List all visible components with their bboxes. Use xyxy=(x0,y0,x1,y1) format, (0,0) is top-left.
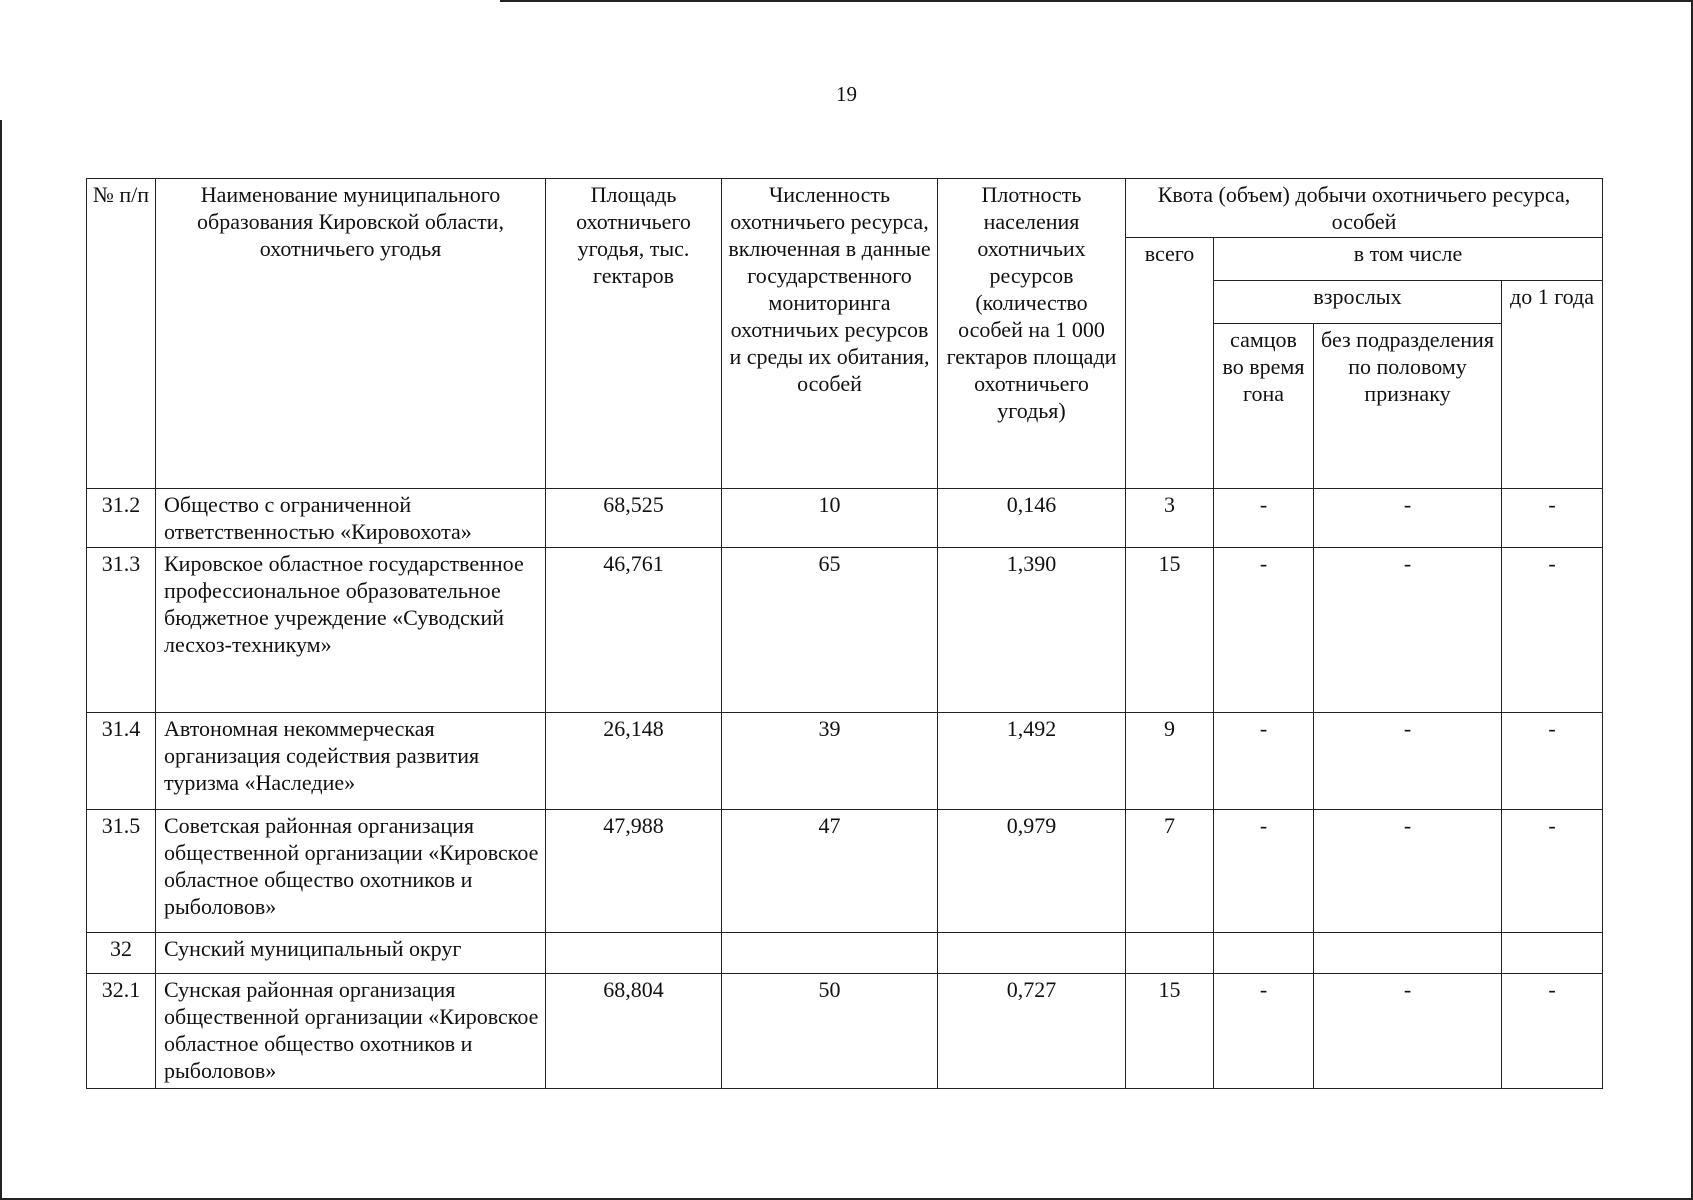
cell-total: 7 xyxy=(1126,810,1214,933)
cell-males-rut: - xyxy=(1214,713,1314,810)
cell-males-rut xyxy=(1214,933,1314,974)
cell-no-sex: - xyxy=(1314,548,1502,713)
cell-males-rut: - xyxy=(1214,489,1314,548)
cell-name: Кировское областное государственное профессиональное образовательное бюджетное учреждение «Суводский лесхоз-техникум» xyxy=(156,548,546,713)
cell-no-sex xyxy=(1314,933,1502,974)
cell-density: 0,727 xyxy=(938,974,1126,1089)
cell-no-sex: - xyxy=(1314,713,1502,810)
cell-total: 3 xyxy=(1126,489,1214,548)
cell-num: 32.1 xyxy=(87,974,156,1089)
cell-population: 65 xyxy=(722,548,938,713)
cell-under-one: - xyxy=(1502,548,1603,713)
header-including: в том числе xyxy=(1214,238,1603,281)
header-adults: взрослых xyxy=(1214,281,1502,324)
cell-no-sex: - xyxy=(1314,810,1502,933)
cell-under-one: - xyxy=(1502,974,1603,1089)
cell-population: 10 xyxy=(722,489,938,548)
cell-area: 46,761 xyxy=(546,548,722,713)
scan-border-top xyxy=(500,0,1693,2)
table-header xyxy=(87,179,1603,489)
cell-no-sex: - xyxy=(1314,489,1502,548)
cell-population xyxy=(722,933,938,974)
cell-no-sex: - xyxy=(1314,974,1502,1089)
header-total: всего xyxy=(1126,238,1214,489)
cell-males-rut: - xyxy=(1214,810,1314,933)
header-area: Площадь охотничьего угодья, тыс. гектаров xyxy=(546,179,722,489)
cell-num: 32 xyxy=(87,933,156,974)
cell-name: Сунский муниципальный округ xyxy=(156,933,546,974)
cell-males-rut: - xyxy=(1214,548,1314,713)
cell-density: 0,979 xyxy=(938,810,1126,933)
cell-area: 68,525 xyxy=(546,489,722,548)
header-quota: Квота (объем) добычи охотничьего ресурса, особей xyxy=(1126,179,1603,238)
table-row xyxy=(87,713,1603,810)
cell-area xyxy=(546,933,722,974)
cell-area: 26,148 xyxy=(546,713,722,810)
cell-density: 1,492 xyxy=(938,713,1126,810)
table-row xyxy=(87,548,1603,713)
table-row xyxy=(87,810,1603,933)
cell-name: Автономная некоммерческая организация содействия развития туризма «Наследие» xyxy=(156,713,546,810)
cell-num: 31.3 xyxy=(87,548,156,713)
cell-population: 47 xyxy=(722,810,938,933)
cell-name: Общество с ограниченной ответственностью «Кировохота» xyxy=(156,489,546,548)
cell-population: 50 xyxy=(722,974,938,1089)
cell-num: 31.2 xyxy=(87,489,156,548)
page-number: 19 xyxy=(836,82,857,106)
cell-name: Сунская районная организация общественной организации «Кировское областное общество охотников и рыболовов» xyxy=(156,974,546,1089)
cell-num: 31.4 xyxy=(87,713,156,810)
header-males-rut: самцов во время гона xyxy=(1214,324,1314,489)
cell-under-one: - xyxy=(1502,810,1603,933)
hunting-quota-table xyxy=(86,178,1603,1089)
cell-males-rut: - xyxy=(1214,974,1314,1089)
cell-under-one: - xyxy=(1502,713,1603,810)
cell-total: 9 xyxy=(1126,713,1214,810)
table-row-district xyxy=(87,933,1603,974)
scan-border-left xyxy=(0,120,2,1200)
header-no-sex-division: без подразделения по половому признаку xyxy=(1314,324,1502,489)
table-body xyxy=(87,489,1603,1089)
cell-num: 31.5 xyxy=(87,810,156,933)
cell-under-one: - xyxy=(1502,489,1603,548)
cell-density: 1,390 xyxy=(938,548,1126,713)
cell-total: 15 xyxy=(1126,974,1214,1089)
header-under-one-year: до 1 года xyxy=(1502,281,1603,489)
header-num: № п/п xyxy=(87,179,156,489)
cell-area: 68,804 xyxy=(546,974,722,1089)
cell-total xyxy=(1126,933,1214,974)
cell-name: Советская районная организация общественной организации «Кировское областное общество охотников и рыболовов» xyxy=(156,810,546,933)
header-density: Плотность населения охотничьих ресурсов (количество особей на 1 000 гектаров площади охотничьего угодья) xyxy=(938,179,1126,489)
cell-total: 15 xyxy=(1126,548,1214,713)
header-name: Наименование муниципального образования Кировской области, охотничьего угодья xyxy=(156,179,546,489)
table-row xyxy=(87,974,1603,1089)
cell-under-one xyxy=(1502,933,1603,974)
cell-density xyxy=(938,933,1126,974)
header-population: Численность охотничьего ресурса, включенная в данные государственного мониторинга охотничьих ресурсов и среды их обитания, особей xyxy=(722,179,938,489)
cell-area: 47,988 xyxy=(546,810,722,933)
cell-density: 0,146 xyxy=(938,489,1126,548)
table-row xyxy=(87,489,1603,548)
cell-population: 39 xyxy=(722,713,938,810)
